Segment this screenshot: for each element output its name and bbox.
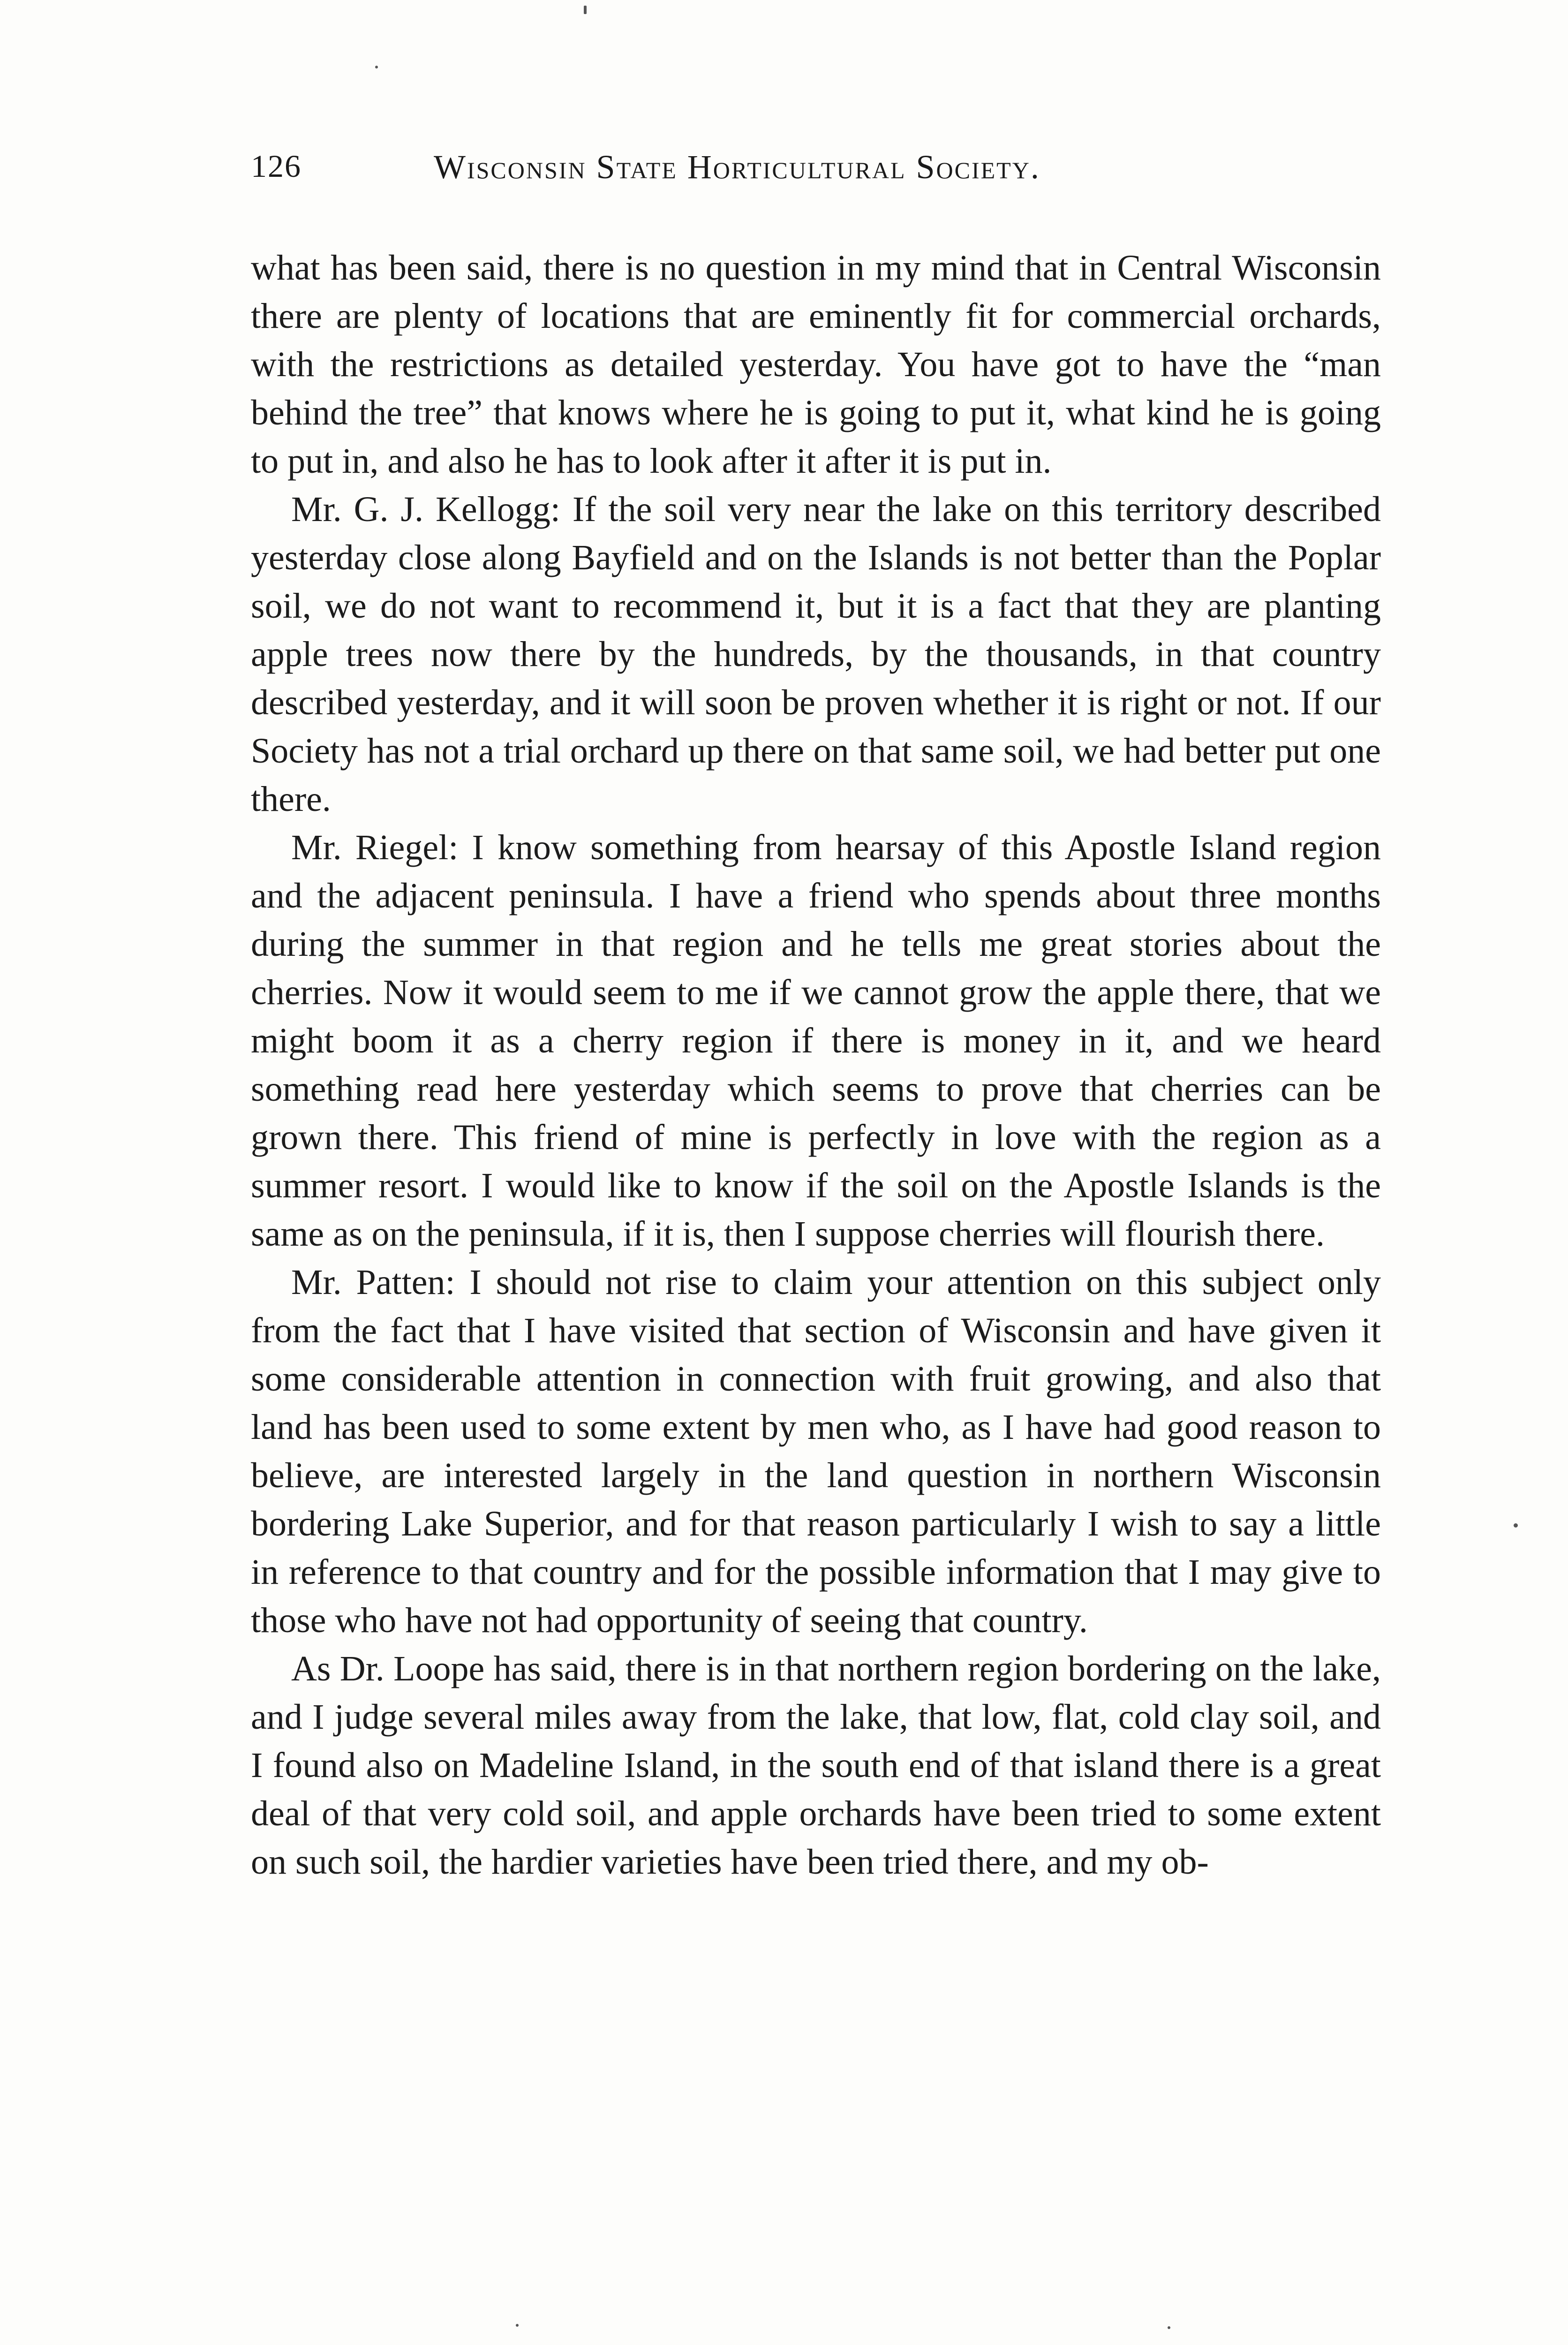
paragraph-patten: Mr. Patten: I should not rise to claim your attention on this subject only from the fact that I have visited that section of Wisconsin and have given it some considerable attention in connection with fruit growing, and also that land has been used to some extent by men who, as I have had good reason to believe, are interested largely in the land question in northern Wisconsin bordering Lake Superior, and for that reason particularly I wish to say a little in reference to that country and for the possible information that I may give to those who have not had opportunity of seeing that country. bbox=[251, 1263, 1381, 1640]
body-text bbox=[251, 244, 1381, 1886]
scan-speck bbox=[584, 6, 587, 14]
paragraph-kellogg: Mr. G. J. Kellogg: If the soil very near the lake on this territory described yesterday close along Bayfield and on the Islands is not better than the Poplar soil, we do not want to recommend it, but it is a fact that they are planting apple trees now there by the hundreds, by the thousands, in that country described yesterday, and it will soon be proven whether it is right or not. If our Society has not a trial orchard up there on that same soil, we had better put one there. bbox=[251, 490, 1381, 819]
page-header bbox=[251, 138, 1203, 204]
paragraph-continuation: what has been said, there is no question in my mind that in Central Wisconsin there are plenty of locations that are eminently fit for commercial orchards, with the restrictions as detailed yesterday. You have got to have the “man behind the tree” that knows where he is going to put it, what kind he is going to put in, and also he has to look after it after it is put in. bbox=[251, 248, 1381, 481]
running-title: Wisconsin State Horticultural Society. bbox=[434, 148, 1040, 186]
scan-speck bbox=[1514, 1523, 1518, 1528]
scan-speck bbox=[516, 2324, 519, 2327]
scan-speck bbox=[1168, 2326, 1170, 2329]
page-number: 126 bbox=[251, 148, 302, 184]
scan-speck bbox=[375, 66, 378, 68]
paragraph-loope: As Dr. Loope has said, there is in that northern region bordering on the lake, and I judge several miles away from the lake, that low, flat, cold clay soil, and I found also on Madeline Island, in the south end of that island there is a great deal of that very cold soil, and apple orchards have been tried to some extent on such soil, the hardier varieties have been tried there, and my ob- bbox=[251, 1649, 1381, 1882]
paragraph-riegel: Mr. Riegel: I know something from hearsay of this Apostle Island region and the adjacent peninsula. I have a friend who spends about three months during the summer in that region and he tells me great stories about the cherries. Now it would seem to me if we cannot grow the apple there, that we might boom it as a cherry region if there is money in it, and we heard something read here yesterday which seems to prove that cherries can be grown there. This friend of mine is perfectly in love with the region as a summer resort. I would like to know if the soil on the Apostle Islands is the same as on the peninsula, if it is, then I suppose cherries will flourish there. bbox=[251, 828, 1381, 1254]
